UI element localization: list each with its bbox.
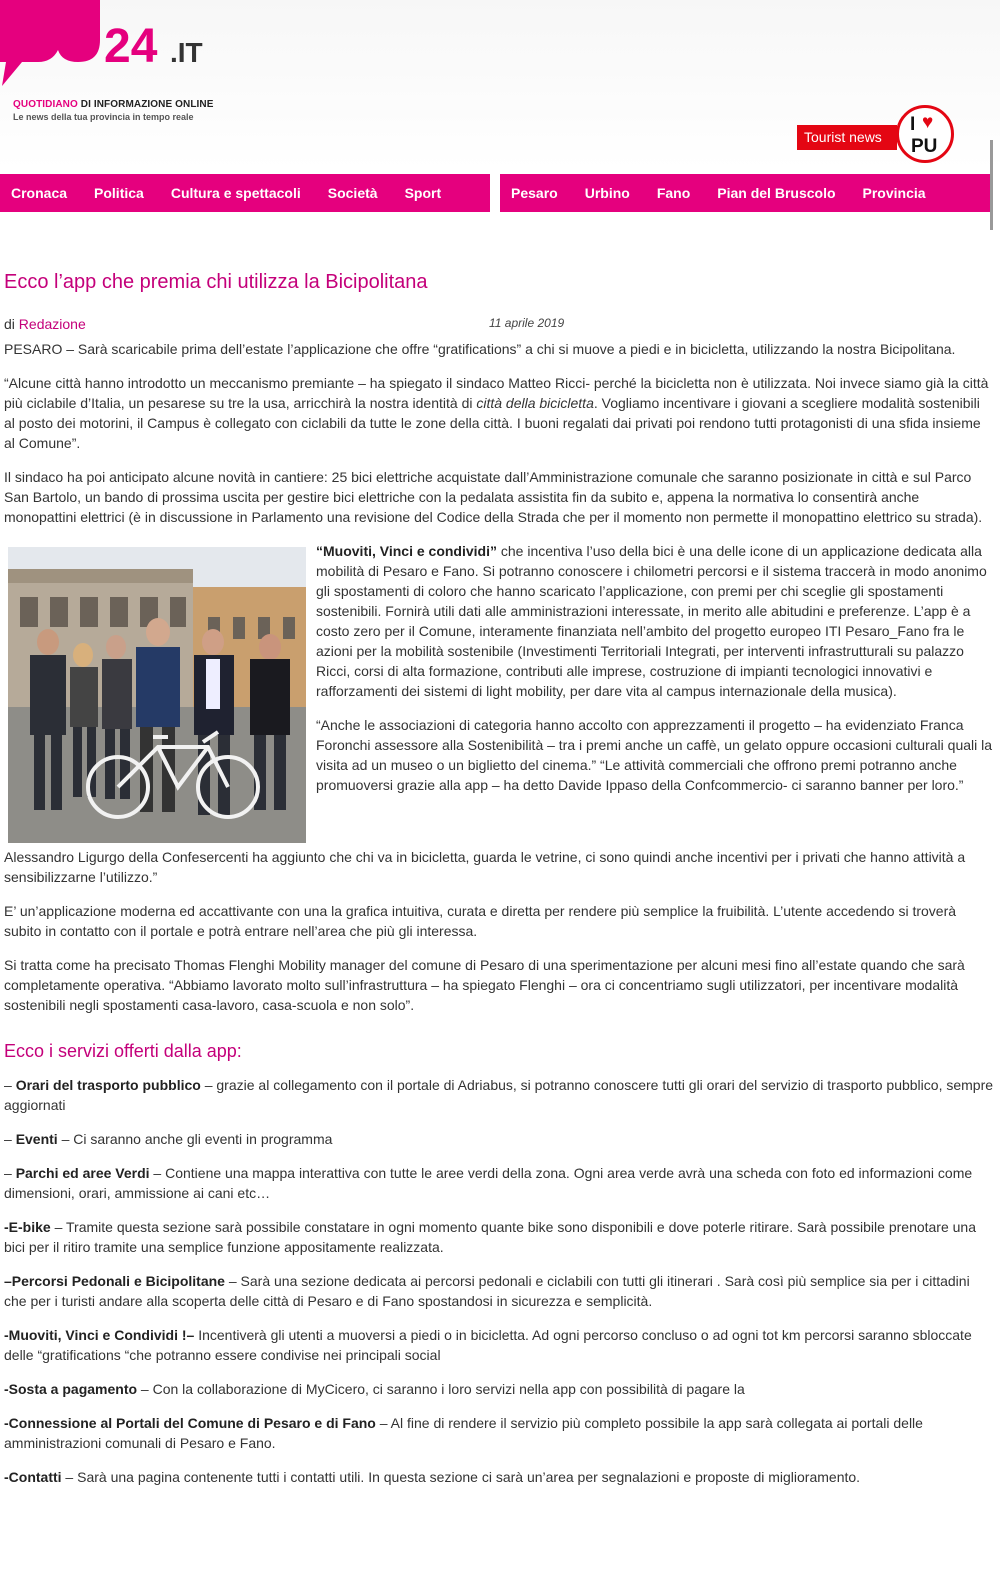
byline-prefix: di	[4, 316, 19, 332]
heart-icon: ♥	[922, 112, 934, 133]
scroll-edge	[990, 140, 993, 230]
nav-item-fano[interactable]: Fano	[656, 185, 691, 201]
logo-tld: .IT	[170, 37, 203, 68]
nav-item-provincia[interactable]: Provincia	[862, 185, 926, 201]
category-nav	[0, 174, 490, 212]
i-love-pu-badge[interactable]	[896, 105, 954, 163]
area-nav	[500, 174, 990, 212]
byline	[4, 316, 994, 338]
group-photo-image	[8, 547, 306, 843]
logo-number: 24	[104, 20, 158, 73]
service-item: – Eventi – Ci saranno anche gli eventi in programma	[4, 1131, 333, 1147]
nav-item-pesaro[interactable]: Pesaro	[511, 185, 558, 201]
site-logo[interactable]	[0, 0, 230, 95]
tourist-news-button[interactable]: Tourist news	[797, 125, 897, 150]
service-item: -Connessione al Portali del Comune di Pesaro e di Fano – Al fine di rendere il servizio più completo possibile la app sarà collegata ai portali delle amministrazioni comunali di Pesaro e Fano.	[4, 1415, 923, 1451]
article-photo	[8, 547, 306, 843]
paragraph: Il sindaco ha poi anticipato alcune novità in cantiere: 25 bici elettriche acquistate dall’Amministrazione comunale che saranno posizionate in città e sul Parco San Bartolo, un bando di prossima uscita per gestire bici elettriche con la pedalata assistita fin da subito e, appena la normativa lo consentirà anche monopattini elettrici (è in discussione in Parlamento una revisione del Codice della Strada che per il momento non permette il monopattino elettrico su strada).	[4, 469, 983, 525]
paragraph: “Anche le associazioni di categoria hanno accolto con apprezzamenti il progetto – ha evidenziato Franca Foronchi assessore alla Sostenibilità – tra i premi anche un caffè, un gelato oppure occasioni culturali quali la visita ad un museo o un biglietto del cinema.” “Le attività commerciali che offrono premi potranno anche promuoversi grazie alla app – ha detto Davide Ippaso della Confcommercio- ci saranno banner per loro.”	[316, 717, 993, 793]
sub-tagline: Le news della tua provincia in tempo reale	[13, 112, 194, 122]
nav-item-sport[interactable]: Sport	[404, 185, 442, 201]
nav-item-societa[interactable]: Società	[327, 185, 378, 201]
nav-item-pian-del-bruscolo[interactable]: Pian del Bruscolo	[717, 185, 836, 201]
nav-item-cultura[interactable]: Cultura e spettacoli	[170, 185, 301, 201]
publish-date: 11 aprile 2019	[489, 316, 565, 330]
badge-pu: PU	[911, 136, 938, 157]
site-header	[0, 0, 1000, 170]
service-item: -E-bike – Tramite questa sezione sarà possibile constatare in ogni momento quante bike sono disponibili e dove poterle ritirare. Sarà possibile prenotare una bici per il ritiro tramite una semplice funzione appositamente realizzata.	[4, 1219, 977, 1255]
service-item: -Sosta a pagamento – Con la collaborazione di MyCicero, ci saranno i loro servizi nella app con possibilità di pagare la	[4, 1381, 745, 1397]
service-item: – Parchi ed aree Verdi – Contiene una mappa interattiva con tutte le aree verdi della zona. Ogni area verde avrà una scheda con foto ed informazioni come dimensioni, orari, ammissione ai cani etc…	[4, 1165, 973, 1201]
service-item: -Contatti – Sarà una pagina contenente tutti i contatti utili. In questa sezione ci sarà un’area per segnalazioni e proposte di miglioramento.	[4, 1469, 861, 1485]
paragraph: “Muoviti, Vinci e condividi” che incentiva l’uso della bici è una delle icone di un applicazione dedicata alla mobilità di Pesaro e Fano. Si potranno conoscere i chilometri percorsi e il sistema traccerà in modo anonimo gli spostamenti di coloro che hanno scaricato l’applicazione, con premi per chi sceglie gli spostamenti sostenibili. Fornirà utili dati alle amministrazioni interessate, in merito alle abitudini e preferenze. L’app è a costo zero per il Comune, interamente finanziata nell’ambito del progetto europeo ITI Pesaro_Fano fra le azioni per la mobilità sostenibile (Investimenti Territoriali Integrati, per interventi infrastrutturali su palazzo Ricci, corsi di alta formazione, contributi alle imprese, costruzione di impianti tecnologici innovativi e rafforzamenti dei sistemi di light mobility, per dare vita al campus internazionale della musica).	[316, 543, 987, 699]
paragraph: E’ un’applicazione moderna ed accattivante con una la grafica intuitiva, curata e diretta per rendere più semplice la fruibilità. L’utente accedendo si troverà subito in contatto con il portale e potrà entrare nell’area che più gli interessa.	[4, 903, 957, 939]
paragraph: “Alcune città hanno introdotto un meccanismo premiante – ha spiegato il sindaco Matteo Ricci- perché la bicicletta non è utilizzata. Noi invece siamo già la città più ciclabile d’Italia, un pesarese su tre la usa, arricchirà la nostra identità di città della bicicletta. Vogliamo incentivare i giovani a scegliere modalità sostenibili al posto dei motorini, il Campus è collegato con ciclabili da tutte le zone della città. I buoni regalati dai privati poi rendono tutti protagonisti di una sfida insieme al Comune”.	[4, 375, 989, 451]
service-item: -Muoviti, Vinci e Condividi !– Incentiverà gli utenti a muoversi a piedi o in bicicletta. Ad ogni percorso concluso o ad ogni tot km percorsi saranno sbloccate delle “gratifications “che potranno essere condivise nei principali social	[4, 1327, 972, 1363]
author-link[interactable]: Redazione	[18, 316, 86, 332]
nav-item-urbino[interactable]: Urbino	[584, 185, 630, 201]
tagline: QUOTIDIANO DI INFORMAZIONE ONLINE	[13, 99, 214, 110]
paragraph: PESARO – Sarà scaricabile prima dell’estate l’applicazione che offre “gratifications” a chi si muove a piedi e in bicicletta, utilizzando la nostra Bicipolitana.	[4, 341, 956, 357]
article-title: Ecco l’app che premia chi utilizza la Bicipolitana	[4, 271, 428, 293]
paragraph: Si tratta come ha precisato Thomas Flenghi Mobility manager del comune di Pesaro di una sperimentazione per alcuni mesi fino all’estate quando che sarà completamente operativa. “Abbiamo lavorato molto sull’infrastruttura – ha spiegato Flenghi – ora ci concentriamo sugli utilizzatori, per incentivare modalità sostenibili negli spostamenti casa-lavoro, casa-scuola e non solo”.	[4, 957, 965, 1013]
services-heading: Ecco i servizi offerti dalla app:	[4, 1041, 242, 1061]
logo-mark	[0, 0, 100, 86]
badge-i: I	[910, 114, 916, 135]
service-item: –Percorsi Pedonali e Bicipolitane – Sarà una sezione dedicata ai percorsi pedonali e ciclabili con tutti gli itinerari . Sarà così più semplice sia per i cittadini che per i turisti andare alla scoperta delle città di Pesaro e di Fano spostandosi in sicurezza e semplicità.	[4, 1273, 970, 1309]
nav-item-politica[interactable]: Politica	[94, 185, 144, 201]
service-item: – Orari del trasporto pubblico – grazie al collegamento con il portale di Adriabus, si potranno conoscere tutti gli orari del servizio di trasporto pubblico, sempre aggiornati	[4, 1077, 994, 1113]
paragraph: Alessandro Ligurgo della Confesercenti ha aggiunto che chi va in bicicletta, guarda le vetrine, ci sono quindi anche incentivi per i privati che hanno attività a sensibilizzarne l’utilizzo.”	[4, 849, 966, 885]
article	[4, 268, 994, 1501]
nav-item-cronaca[interactable]: Cronaca	[11, 185, 68, 201]
